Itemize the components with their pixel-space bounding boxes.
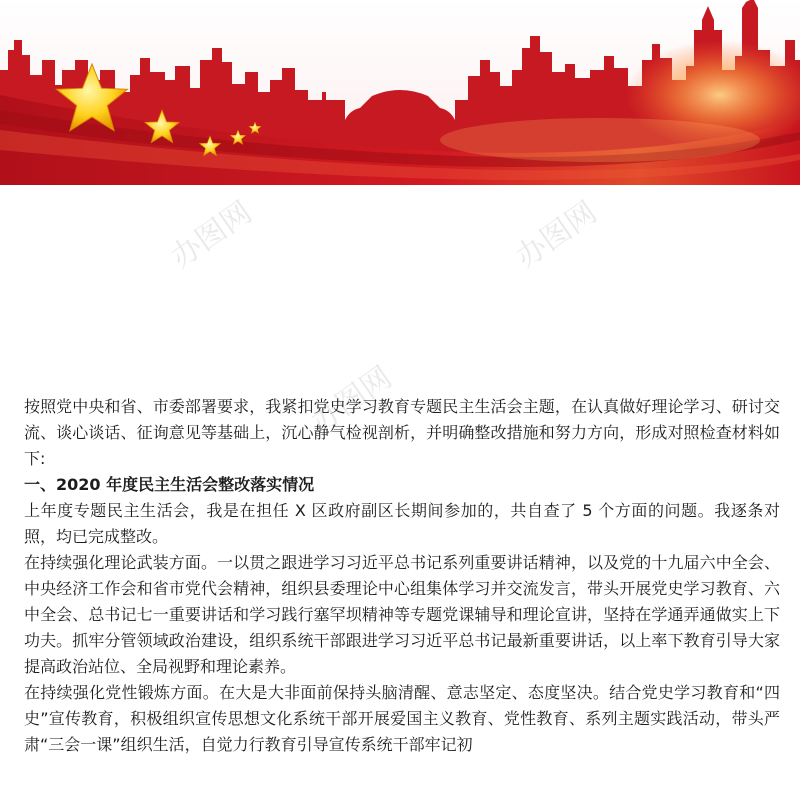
header-banner — [0, 0, 800, 185]
body-paragraph: 在持续强化党性锻炼方面。在大是大非面前保持头脑清醒、意志坚定、态度坚决。结合党史学习教育和“四史”宣传教育，积极组织宣传思想文化系统干部开展爱国主义教育、党性教育、系列主题实践活动，带头严肃“三会一课”组织生活，自觉力行教育引导宣传系统干部牢记初 — [24, 683, 780, 754]
body-paragraph: 在持续强化理论武装方面。一以贯之跟进学习习近平总书记系列重要讲话精神，以及党的十九届六中全会、中央经济工作会和省市党代会精神，组织县委理论中心组集体学习并交流发言，带头开展党史学习教育、六中全会、总书记七一重要讲话和学习践行塞罕坝精神等专题党课辅导和理论宣讲，坚持在学通弄通做实上下功夫。抓牢分管领域政治建设，组织系统干部跟进学习习近平总书记最新重要讲话，以上率下教育引导大家提高政治站位、全局视野和理论素养。 — [24, 553, 780, 676]
body-paragraph: 上年度专题民主生活会，我是在担任 X 区政府副区长期间参加的，共自查了 5 个方面的问题。我逐条对照，均已完成整改。 — [24, 501, 780, 546]
watermark-text: 办图网 — [304, 359, 399, 441]
intro-paragraph: 按照党中央和省、市委部署要求，我紧扣党史学习教育专题民主生活会主题，在认真做好理论学习、研讨交流、谈心谈话、征询意见等基础上，沉心静气检视剖析，并明确整改措施和努力方向，形成对照检查材料如下: — [24, 397, 780, 468]
watermark-text: 办图网 — [164, 194, 259, 276]
section-heading: 一、2020 年度民主生活会整改落实情况 — [24, 475, 315, 494]
banner-graphic — [0, 0, 800, 185]
article-body — [24, 394, 780, 758]
watermark-text: 办图网 — [509, 194, 604, 276]
